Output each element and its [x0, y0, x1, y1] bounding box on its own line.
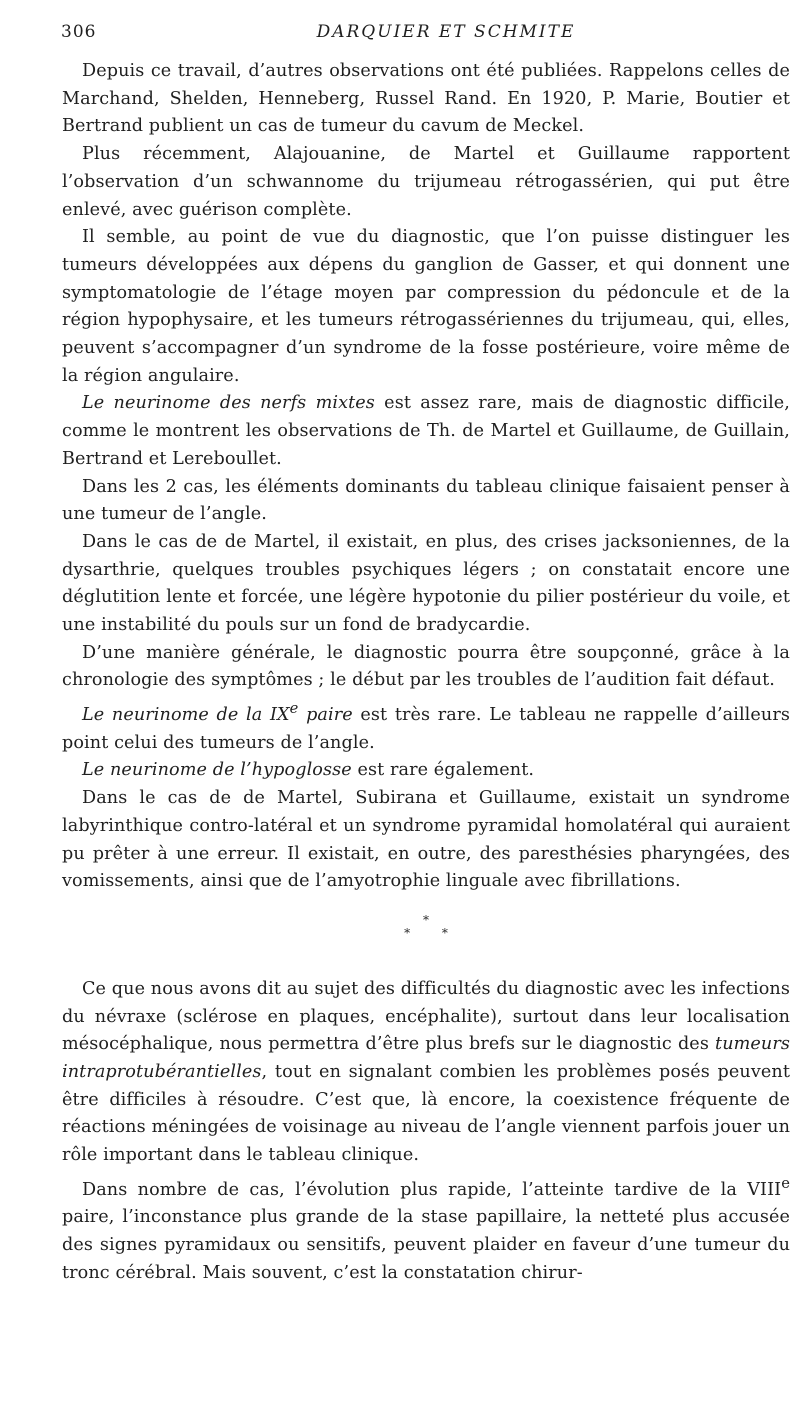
paragraph-text: paire, l’inconstance plus grande de la stase papillaire, la netteté plus accusée des signes pyramidaux ou sensitifs, peuvent plaider en faveur d’une tumeur du tronc cérébral. Mais souvent, c’est la constatation chirur-	[62, 1207, 790, 1283]
paragraph	[62, 695, 790, 757]
paragraph-text: Ce que nous avons dit au sujet des difficultés du diagnostic avec les infections du névraxe (sclérose en plaques, encéphalite), surtout dans leur localisation mésocéphalique, nous permettra d’être plus brefs sur le diagnostic des	[62, 978, 790, 1055]
paragraph-text: est assez rare, mais de diagnostic difficile, comme le montrent les observations de Th. de Martel et Guillaume, de Guillain, Bertrand et Lereboullet.	[62, 393, 790, 469]
superscript: e	[781, 1174, 790, 1192]
italic-term: paire	[298, 705, 353, 726]
paragraph: Dans les 2 cas, les éléments dominants du tableau clinique faisaient penser à une tumeur de l’angle.	[62, 476, 790, 525]
italic-term: Le neurinome de l’hypoglosse	[82, 760, 352, 781]
asterism-bottom: * *	[404, 925, 462, 940]
paragraph: D’une manière générale, le diagnostic pourra être soupçonné, grâce à la chronologie des symptômes ; le début par les troubles de l’audition fait défaut.	[62, 642, 790, 691]
paragraph	[62, 1170, 790, 1288]
paragraph: Depuis ce travail, d’autres observations ont été publiées. Rappelons celles de Marchand, Shelden, Henneberg, Russel Rand. En 1920, P. Marie, Boutier et Bertrand publient un cas de tumeur du cavum de Meckel.	[62, 61, 790, 137]
superscript-text: e	[289, 700, 299, 718]
paragraph	[62, 390, 790, 473]
page-number: 306	[61, 22, 97, 42]
paragraph-text: est très rare. Le tableau ne rappelle d’ailleurs point celui des tumeurs de l’angle.	[62, 705, 790, 753]
paragraph: Plus récemment, Alajouanine, de Martel et Guillaume rapportent l’observation d’un schwannome du trijumeau rétrogassérien, qui put être enlevé, avec guérison complète.	[62, 144, 790, 220]
paragraph-text: , tout en signalant combien les problèmes posés peuvent être difficiles à résoudre. C’est que, là encore, la coexistence fréquente de réactions méningées de voisinage au niveau de l’angle viennent parfois jouer un rôle important dans le tableau clinique.	[62, 1062, 790, 1166]
paragraph-text: Dans nombre de cas, l’évolution plus rapide, l’atteinte tardive de la VIII	[82, 1179, 782, 1200]
page-header	[62, 22, 790, 58]
paragraph: Dans le cas de de Martel, il existait, en plus, des crises jacksoniennes, de la dysarthrie, quelques troubles psychiques légers ; on constatait encore une déglutition lente et forcée, une légère hypotonie du pilier postérieur du voile, et une instabilité du pouls sur un fond de bradycardie.	[62, 531, 790, 636]
asterism-top: *	[423, 912, 429, 927]
italic-term: Le neurinome de la IX	[82, 705, 290, 726]
body-text	[62, 58, 790, 1288]
section-break-asterism	[62, 914, 790, 940]
running-head: DARQUIER ET SCHMITE	[316, 22, 576, 42]
italic-term: tumeurs intraprotubérantielles	[62, 1034, 790, 1083]
paragraph: Dans le cas de de Martel, Subirana et Guillaume, existait un syndrome labyrinthique contro-latéral et un syndrome pyramidal homolatéral qui auraient pu prêter à une erreur. Il existait, en outre, des paresthésies pharyngées, des vomissements, ainsi que de l’amyotrophie linguale avec fibrillations.	[62, 788, 790, 892]
paragraph: Il semble, au point de vue du diagnostic, que l’on puisse distinguer les tumeurs développées aux dépens du ganglion de Gasser, et qui donnent une symptomatologie de l’étage moyen par compression du pédoncule et de la région hypophysaire, et les tumeurs rétrogassériennes du trijumeau, qui, elles, peuvent s’accompagner d’un syndrome de la fosse postérieure, voire même de la région angulaire.	[62, 227, 790, 386]
document-page	[62, 22, 790, 1288]
italic-term: Le neurinome des nerfs mixtes	[82, 393, 375, 414]
paragraph-text: est rare également.	[351, 760, 535, 781]
paragraph	[62, 757, 790, 785]
paragraph	[62, 976, 790, 1170]
